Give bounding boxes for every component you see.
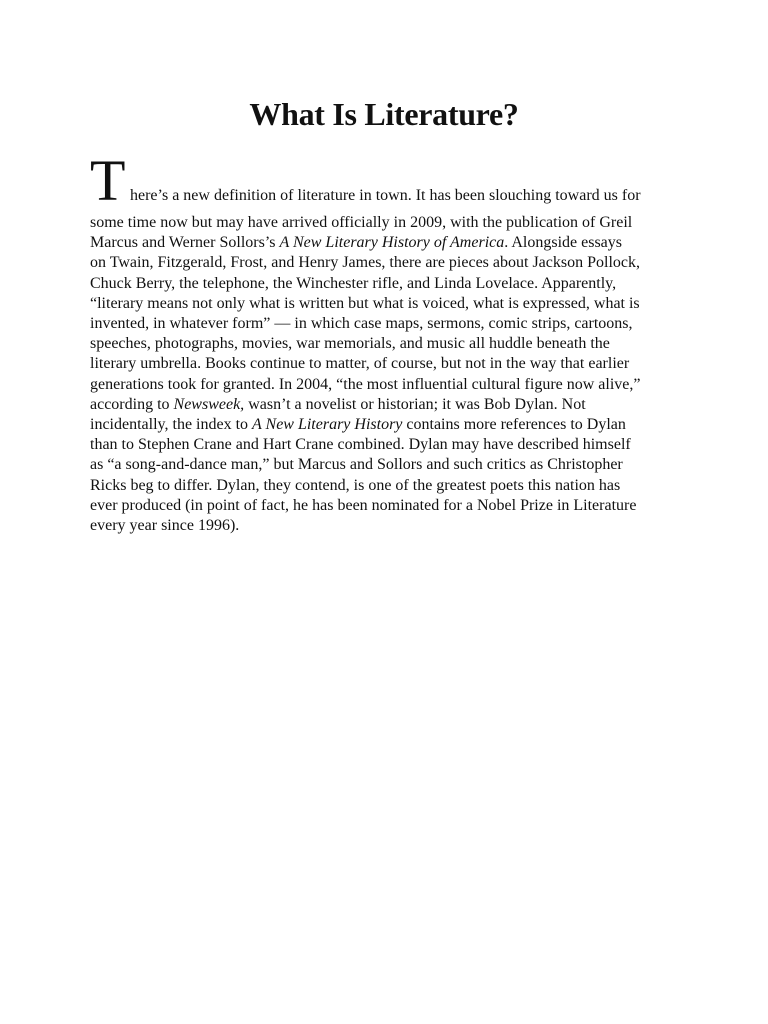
body-line	[90, 395, 690, 415]
italic-title: A New Literary History of America	[279, 234, 505, 252]
body-line	[90, 496, 690, 516]
text-run: Ricks beg to differ. Dylan, they contend, is one of the greatest poets this nation has	[90, 476, 621, 494]
text-run: some time now but may have arrived officially in 2009, with the publication of Greil	[90, 214, 633, 231]
drop-cap: T	[90, 148, 126, 213]
text-run: as “a song-and-dance man,” but Marcus and Sollors and such critics as Christopher	[90, 456, 623, 474]
body-line	[90, 213, 690, 233]
body-line	[90, 253, 690, 273]
opening-line	[90, 148, 680, 213]
text-run: on Twain, Fitzgerald, Frost, and Henry James, there are pieces about Jackson Pollock,	[90, 254, 640, 272]
text-run: . Alongside essays	[504, 234, 623, 252]
body-line	[90, 516, 690, 536]
italic-title: Newsweek,	[173, 395, 245, 413]
body-line	[90, 354, 690, 374]
text-run: Chuck Berry, the telephone, the Winchester rifle, and Linda Lovelace. Apparently,	[90, 274, 617, 292]
body-paragraph	[90, 213, 690, 536]
text-run: Marcus and Werner Sollors’s	[90, 234, 280, 252]
text-run: literary umbrella. Books continue to matter, of course, but not in the way that earlier	[90, 355, 630, 373]
body-line	[90, 274, 690, 294]
italic-title: A New Literary History	[252, 416, 403, 434]
text-run: contains more references to Dylan	[402, 416, 626, 434]
text-run: than to Stephen Crane and Hart Crane combined. Dylan may have described himself	[90, 436, 631, 454]
body-line	[90, 334, 690, 354]
text-run: speeches, photographs, movies, war memorials, and music all huddle beneath the	[90, 335, 610, 353]
text-run: every year since 1996).	[90, 517, 240, 535]
text-run: wasn’t a novelist or historian; it was Bob Dylan. Not	[244, 395, 586, 413]
text-run: ever produced (in point of fact, he has been nominated for a Nobel Prize in Literature	[90, 496, 637, 514]
body-line	[90, 476, 690, 496]
body-line	[90, 435, 690, 455]
text-run: generations took for granted. In 2004, “the most influential cultural figure now alive,”	[90, 375, 641, 393]
text-run: according to	[90, 395, 174, 413]
body-line	[90, 375, 690, 395]
body-line	[90, 294, 690, 314]
body-line	[90, 415, 690, 435]
page-title: What Is Literature?	[249, 96, 519, 132]
text-run: “literary means not only what is written but what is voiced, what is expressed, what is	[90, 294, 640, 312]
body-line	[90, 233, 690, 253]
text-run: incidentally, the index to	[90, 416, 253, 434]
body-line	[90, 314, 690, 334]
body-line	[90, 455, 690, 475]
text-run: invented, in whatever form” — in which case maps, sermons, comic strips, cartoons,	[90, 315, 633, 333]
opening-line-text: here’s a new definition of literature in town. It has been slouching toward us for	[130, 187, 641, 204]
